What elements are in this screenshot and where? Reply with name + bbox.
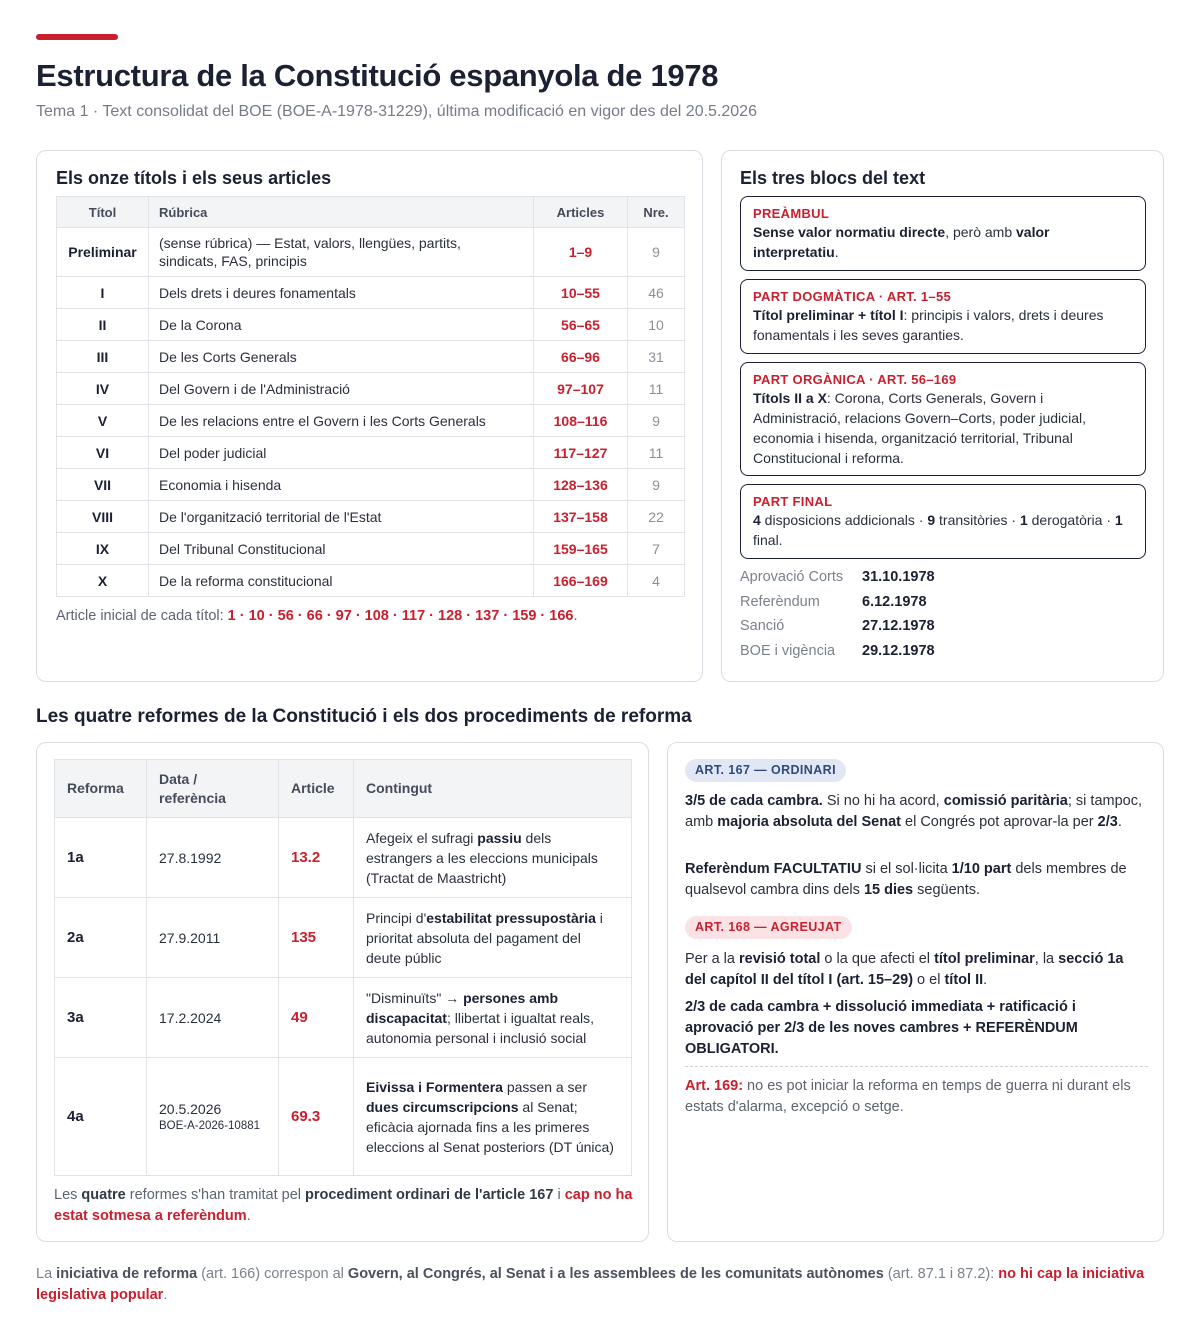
titles-card-title: Els onze títols i els seus articles — [56, 168, 332, 188]
date-label: Referèndum — [740, 593, 820, 610]
table-row — [55, 1058, 632, 1176]
table-row — [57, 469, 685, 501]
page-subtitle: Tema 1 · Text consolidat del BOE (BOE-A-1978-31229), última modificació en vigor des del 20.5.2026 — [36, 103, 757, 120]
table-row — [55, 978, 632, 1058]
proc-168-requirements: 2/3 de cada cambra + dissolució immediata + ratificació i aprovació per 2/3 de les noves cambres + REFERÈNDUM OBLIGATORI. — [685, 999, 1078, 1057]
date-row — [740, 594, 935, 619]
reform-article: 135 — [279, 898, 354, 978]
table-row — [57, 277, 685, 309]
table-row — [57, 341, 685, 373]
accent-bar — [36, 34, 118, 40]
reform-date: 20.5.2026 — [159, 1101, 222, 1117]
rubric-cell: De les Corts Generals — [149, 341, 534, 373]
dates-list — [740, 569, 935, 668]
col-header-reform: Reforma — [55, 760, 147, 818]
footer-note: La iniciativa de reforma (art. 166) correspon al Govern, al Congrés, al Senat i a les assemblees de les comunitats autònomes (art. 87.1 i 87.2): no hi cap la iniciativa legislativa popular. — [36, 1266, 1145, 1303]
blocks-card — [721, 150, 1164, 682]
rubric-cell: De les relacions entre el Govern i les Corts Generals — [149, 405, 534, 437]
reform-number: 2a — [55, 898, 147, 978]
block-dogmatic-head: PART DOGMÀTICA · ART. 1–55 — [753, 289, 952, 304]
block-final — [740, 484, 1146, 559]
reform-content: Eivissa i Formentera passen a ser dues circumscripcions al Senat; eficàcia ajornada fins a les primeres eleccions al Senat posteriors (DT única) — [354, 1058, 632, 1176]
articles-cell: 108–116 — [534, 405, 628, 437]
date-label: BOE i vigència — [740, 643, 836, 660]
reform-article: 69.3 — [279, 1058, 354, 1176]
block-dogmatic-text: Títol preliminar + títol I: principis i valors, drets i deures fonamentals i les seves garanties. — [753, 307, 1104, 343]
titles-card — [36, 150, 703, 682]
reforms-note: Les quatre reformes s'han tramitat pel procediment ordinari de l'article 167 i cap no ha estat sotmesa a referèndum. — [54, 1187, 633, 1224]
reforms-card — [36, 742, 649, 1242]
date-value: 29.12.1978 — [862, 643, 935, 660]
col-header-date: Data / referència — [147, 760, 279, 818]
count-cell: 9 — [628, 469, 685, 501]
divider — [685, 1066, 1148, 1067]
page-title: Estructura de la Constitució espanyola de 1978 — [36, 58, 719, 93]
rubric-cell: De la reforma constitucional — [149, 565, 534, 597]
date-row — [740, 643, 935, 668]
reform-article: 13.2 — [279, 818, 354, 898]
count-cell: 31 — [628, 341, 685, 373]
procedures-card — [667, 742, 1164, 1242]
col-header-rubric: Rúbrica — [149, 197, 534, 228]
col-header-article: Article — [279, 760, 354, 818]
count-cell: 7 — [628, 533, 685, 565]
reforms-table — [54, 759, 632, 1176]
block-preamble-head: PREÀMBUL — [753, 206, 830, 221]
title-cell: IX — [57, 533, 149, 565]
table-row — [57, 565, 685, 597]
rubric-cell: De l'organització territorial de l'Estat — [149, 501, 534, 533]
titles-note-suffix: . — [573, 608, 578, 624]
count-cell: 22 — [628, 501, 685, 533]
table-row — [57, 501, 685, 533]
table-row — [57, 533, 685, 565]
articles-cell: 137–158 — [534, 501, 628, 533]
count-cell: 11 — [628, 373, 685, 405]
block-preamble-text: Sense valor normatiu directe, però amb valor interpretatiu. — [753, 224, 1050, 260]
pill-art-168: ART. 168 — AGREUJAT — [685, 916, 852, 939]
proc-167-referendum: Referèndum FACULTATIU si el sol·licita 1/10 part dels membres de qualsevol cambra dins dels 15 dies següents. — [685, 861, 1127, 898]
table-row — [57, 309, 685, 341]
rubric-cell: Economia i hisenda — [149, 469, 534, 501]
articles-cell: 117–127 — [534, 437, 628, 469]
block-organic-head: PART ORGÀNICA · ART. 56–169 — [753, 372, 957, 387]
count-cell: 11 — [628, 437, 685, 469]
articles-cell: 66–96 — [534, 341, 628, 373]
articles-cell: 166–169 — [534, 565, 628, 597]
articles-cell: 10–55 — [534, 277, 628, 309]
title-cell: X — [57, 565, 149, 597]
count-cell: 10 — [628, 309, 685, 341]
titles-note-values: 1 · 10 · 56 · 66 · 97 · 108 · 117 · 128 · 137 · 159 · 166 — [227, 608, 574, 624]
block-organic-text: Títols II a X: Corona, Corts Generals, Govern i Administració, relacions Govern–Corts, poder judicial, economia i hisenda, organització territorial, Tribunal Constitucional i reforma. — [753, 390, 1087, 466]
reform-content: "Disminuïts" → persones amb discapacitat; llibertat i igualtat reals, autonomia personal i inclusió social — [354, 978, 632, 1058]
reform-date: 17.2.2024 — [159, 1009, 222, 1026]
col-header-content: Contingut — [354, 760, 632, 818]
reform-number: 4a — [55, 1058, 147, 1176]
title-cell: II — [57, 309, 149, 341]
date-label: Sanció — [740, 618, 785, 635]
reform-number: 1a — [55, 818, 147, 898]
block-final-text: 4 disposicions addicionals · 9 transitòries · 1 derogatòria · 1 final. — [753, 512, 1123, 548]
count-cell: 9 — [628, 405, 685, 437]
date-value: 6.12.1978 — [862, 593, 927, 610]
rubric-cell: De la Corona — [149, 309, 534, 341]
table-row — [57, 228, 685, 277]
title-cell: III — [57, 341, 149, 373]
title-cell: VIII — [57, 501, 149, 533]
block-organic — [740, 362, 1146, 476]
date-value: 31.10.1978 — [862, 569, 935, 585]
date-label: Aprovació Corts — [740, 569, 844, 585]
table-row — [57, 373, 685, 405]
reforms-section-title: Les quatre reformes de la Constitució i els dos procediments de reforma — [36, 706, 692, 727]
title-cell: VI — [57, 437, 149, 469]
count-cell: 4 — [628, 565, 685, 597]
table-row — [57, 405, 685, 437]
rubric-cell: Dels drets i deures fonamentals — [149, 277, 534, 309]
reform-date-cell — [147, 818, 279, 898]
col-header-title: Títol — [57, 197, 149, 228]
count-cell: 9 — [628, 228, 685, 277]
reform-date-cell — [147, 898, 279, 978]
reform-date-cell — [147, 978, 279, 1058]
proc-167-majority: 3/5 de cada cambra. Si no hi ha acord, comissió paritària; si tampoc, amb majoria absoluta del Senat el Congrés pot aprovar-la per 2/3. — [685, 793, 1142, 830]
title-cell: I — [57, 277, 149, 309]
articles-cell: 128–136 — [534, 469, 628, 501]
title-cell: IV — [57, 373, 149, 405]
table-row — [55, 818, 632, 898]
title-cell: V — [57, 405, 149, 437]
rubric-cell: Del Tribunal Constitucional — [149, 533, 534, 565]
proc-168-scope: Per a la revisió total o la que afecti el títol preliminar, la secció 1a del capítol II del títol I (art. 15–29) o el títol II. — [685, 951, 1124, 988]
date-value: 27.12.1978 — [862, 618, 935, 635]
reference-code: BOE-A-2026-10881 — [159, 1120, 261, 1132]
rubric-cell: Del poder judicial — [149, 437, 534, 469]
block-final-head: PART FINAL — [753, 494, 833, 509]
reform-date-cell — [147, 1058, 279, 1176]
articles-cell: 1–9 — [534, 228, 628, 277]
block-preamble — [740, 196, 1146, 271]
rubric-cell: Del Govern i de l'Administració — [149, 373, 534, 405]
date-row — [740, 618, 935, 643]
reform-content: Afegeix el sufragi passiu dels estrangers a les eleccions municipals (Tractat de Maastricht) — [354, 818, 632, 898]
articles-cell: 159–165 — [534, 533, 628, 565]
reform-date: 27.8.1992 — [159, 849, 222, 866]
articles-cell: 56–65 — [534, 309, 628, 341]
reform-content: Principi d'estabilitat pressupostària i prioritat absoluta del pagament del deute públic — [354, 898, 632, 978]
articles-cell: 97–107 — [534, 373, 628, 405]
table-row — [57, 437, 685, 469]
reform-article: 49 — [279, 978, 354, 1058]
rubric-cell: (sense rúbrica) — Estat, valors, llengües, partits, sindicats, FAS, principis — [149, 228, 534, 277]
titles-note-prefix: Article inicial de cada títol: — [56, 608, 228, 624]
pill-art-167: ART. 167 — ORDINARI — [685, 759, 846, 782]
titles-table — [56, 196, 685, 597]
reform-number: 3a — [55, 978, 147, 1058]
block-dogmatic — [740, 279, 1146, 354]
proc-169: Art. 169: no es pot iniciar la reforma en temps de guerra ni durant els estats d'alarma, excepció o setge. — [685, 1078, 1131, 1115]
col-header-count: Nre. — [628, 197, 685, 228]
count-cell: 46 — [628, 277, 685, 309]
title-cell: VII — [57, 469, 149, 501]
col-header-articles: Articles — [534, 197, 628, 228]
date-row — [740, 569, 935, 594]
reform-date: 27.9.2011 — [159, 929, 221, 946]
table-row — [55, 898, 632, 978]
titles-note — [56, 608, 578, 624]
blocks-card-title: Els tres blocs del text — [740, 168, 926, 188]
title-cell: Preliminar — [57, 228, 149, 277]
